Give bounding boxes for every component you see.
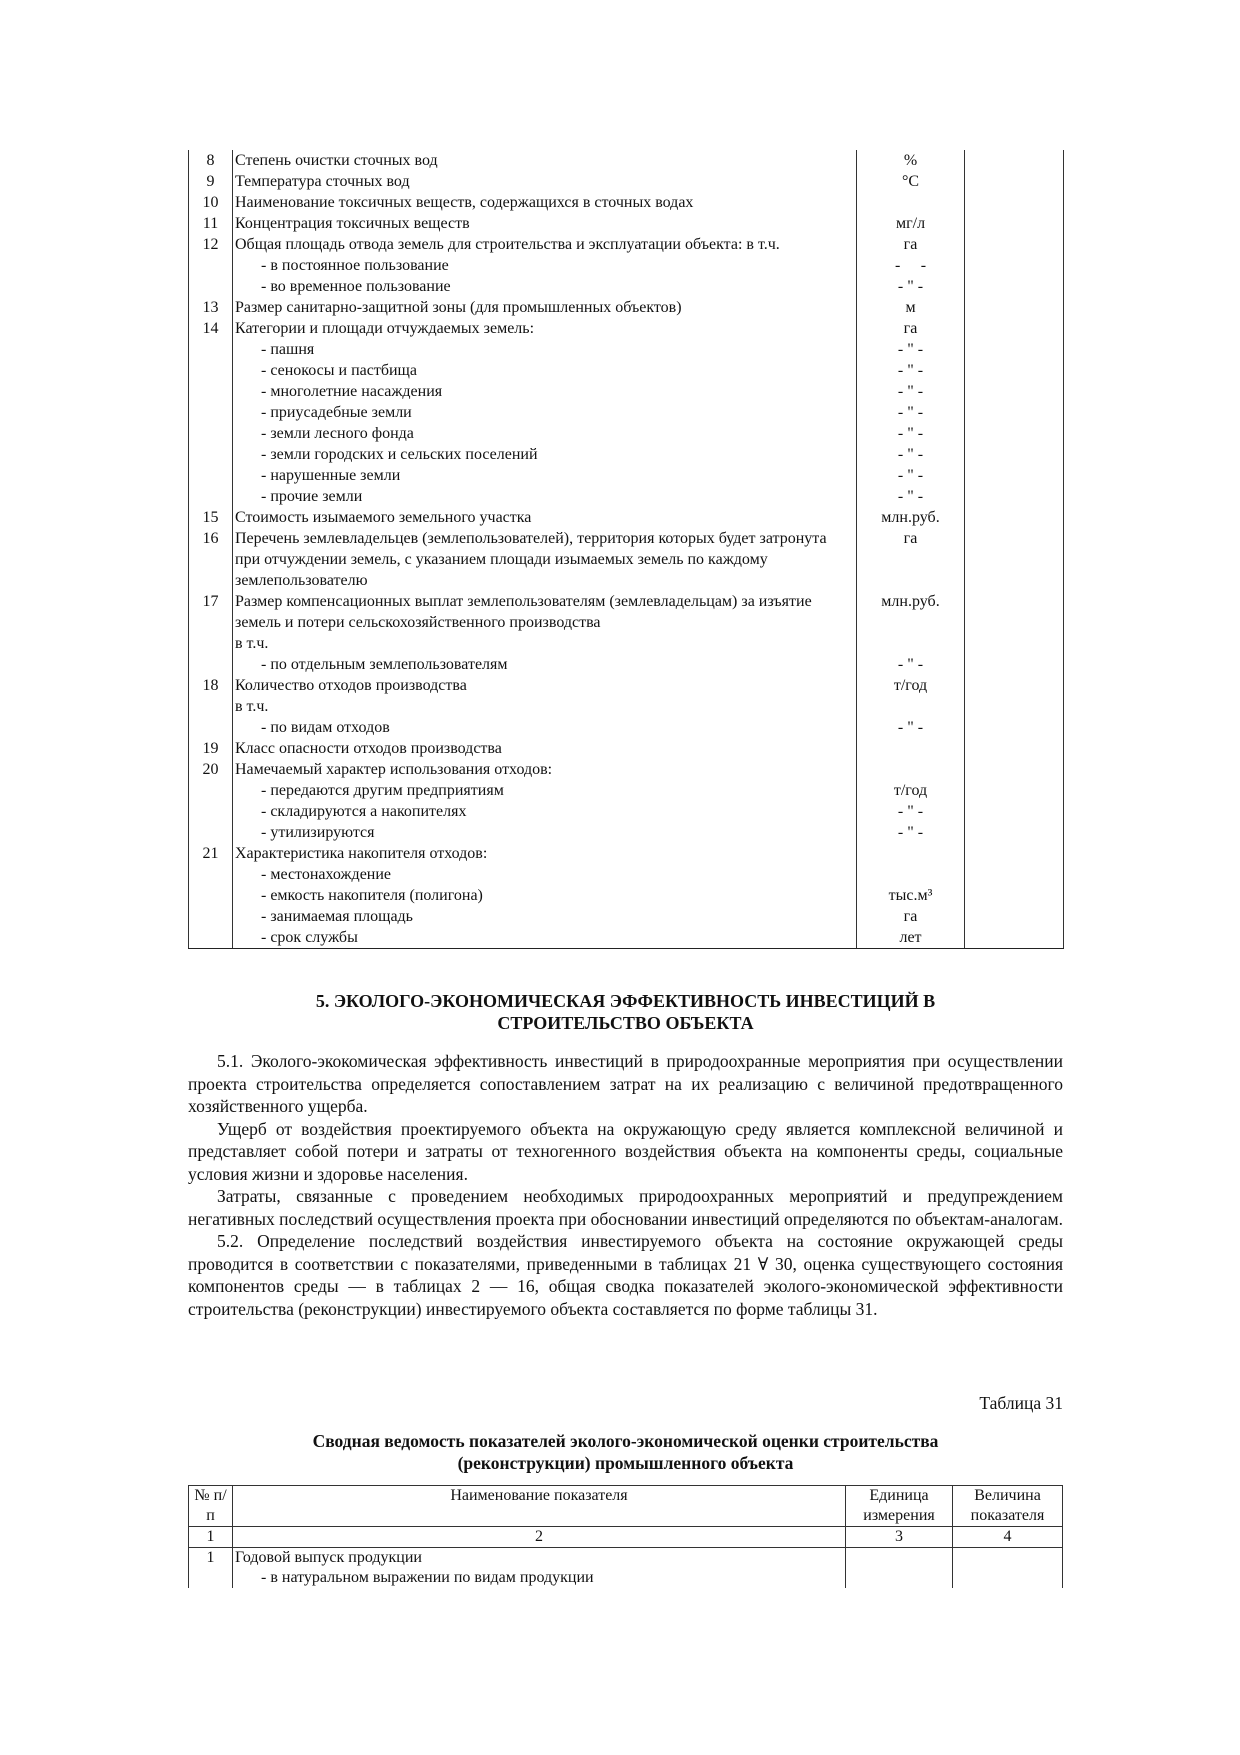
row-number: 16 bbox=[189, 528, 233, 591]
row-unit: - " - bbox=[857, 654, 965, 675]
row-number: 17 bbox=[189, 591, 233, 633]
row-name: - местонахождение bbox=[233, 864, 857, 885]
row-value bbox=[965, 486, 1064, 507]
table-row bbox=[189, 381, 1064, 402]
row-unit: - " - bbox=[857, 381, 965, 402]
paragraph: 5.1. Эколого-экокомическая эффективность инвестиций в природоохранные мероприятия при осуществлении проекта строительства определяется сопоставлением затрат на их реализацию с величиной предотвращенного хозяйственного ущерба. bbox=[188, 1051, 1063, 1116]
row-unit: - " - bbox=[857, 402, 965, 423]
row-unit: -   - bbox=[857, 255, 965, 276]
section-title-line1: 5. ЭКОЛОГО-ЭКОНОМИЧЕСКАЯ ЭФФЕКТИВНОСТЬ ИНВЕСТИЦИЙ В bbox=[315, 991, 936, 1011]
row-name: Степень очистки сточных вод bbox=[233, 150, 857, 171]
row-number bbox=[189, 444, 233, 465]
table-row bbox=[189, 234, 1064, 255]
section-title bbox=[188, 990, 1063, 1034]
row-number: 11 bbox=[189, 213, 233, 234]
row-number bbox=[189, 927, 233, 949]
table-row bbox=[189, 801, 1064, 822]
header-unit: Единица измерения bbox=[846, 1486, 953, 1527]
row-value bbox=[965, 675, 1064, 696]
table-number-label: Таблица 31 bbox=[979, 1393, 1063, 1413]
row-unit: га bbox=[857, 318, 965, 339]
row-unit bbox=[857, 696, 965, 717]
row-name: - по отдельным землепользователям bbox=[233, 654, 857, 675]
row-value bbox=[965, 507, 1064, 528]
row-unit: га bbox=[857, 906, 965, 927]
table-row bbox=[189, 255, 1064, 276]
row-name: - земли городских и сельских поселений bbox=[233, 444, 857, 465]
row-name: Температура сточных вод bbox=[233, 171, 857, 192]
row-number bbox=[189, 717, 233, 738]
table-row bbox=[189, 843, 1064, 864]
table-row bbox=[189, 822, 1064, 843]
row-unit bbox=[857, 864, 965, 885]
row-unit bbox=[857, 633, 965, 654]
row-name: - складируются а накопителях bbox=[233, 801, 857, 822]
table-row bbox=[189, 423, 1064, 444]
index-cell: 2 bbox=[233, 1527, 846, 1548]
row-number: 20 bbox=[189, 759, 233, 780]
row-unit: - " - bbox=[857, 486, 965, 507]
table-row bbox=[189, 339, 1064, 360]
row-number: 9 bbox=[189, 171, 233, 192]
row-value bbox=[965, 465, 1064, 486]
body-text bbox=[188, 1050, 1063, 1320]
row-unit: - " - bbox=[857, 339, 965, 360]
row-number bbox=[189, 381, 233, 402]
table-row bbox=[189, 591, 1064, 633]
table-row bbox=[189, 780, 1064, 801]
row-name: Класс опасности отходов производства bbox=[233, 738, 857, 759]
row-number bbox=[189, 465, 233, 486]
row-number bbox=[189, 822, 233, 843]
row-number bbox=[189, 801, 233, 822]
index-cell: 4 bbox=[953, 1527, 1063, 1548]
row-name: Размер санитарно-защитной зоны (для промышленных объектов) bbox=[233, 297, 857, 318]
summary-index-row bbox=[189, 1527, 1063, 1548]
row-name: - занимаемая площадь bbox=[233, 906, 857, 927]
row-unit bbox=[857, 759, 965, 780]
table-row bbox=[189, 717, 1064, 738]
table-row bbox=[189, 885, 1064, 906]
table-caption-line1: Сводная ведомость показателей эколого-экономической оценки строительства bbox=[312, 1431, 939, 1451]
row-unit: - " - bbox=[857, 465, 965, 486]
table-row bbox=[189, 465, 1064, 486]
row-number: 18 bbox=[189, 675, 233, 696]
table-row bbox=[189, 1568, 1063, 1588]
row-number bbox=[189, 864, 233, 885]
row-number bbox=[189, 633, 233, 654]
indicators-table-continued bbox=[188, 150, 1064, 949]
table-row bbox=[189, 192, 1064, 213]
header-value: Величина показателя bbox=[953, 1486, 1063, 1527]
row-name: Категории и площади отчуждаемых земель: bbox=[233, 318, 857, 339]
row-unit bbox=[846, 1568, 953, 1588]
row-value bbox=[965, 528, 1064, 591]
row-unit: - " - bbox=[857, 444, 965, 465]
row-number: 21 bbox=[189, 843, 233, 864]
row-value bbox=[965, 234, 1064, 255]
row-number bbox=[189, 339, 233, 360]
row-unit: лет bbox=[857, 927, 965, 949]
row-number bbox=[189, 360, 233, 381]
table-row bbox=[189, 213, 1064, 234]
table-row bbox=[189, 486, 1064, 507]
row-number bbox=[189, 423, 233, 444]
row-name: в т.ч. bbox=[233, 633, 857, 654]
table-row bbox=[189, 276, 1064, 297]
table-row bbox=[189, 738, 1064, 759]
header-num: № п/п bbox=[189, 1486, 233, 1527]
row-value bbox=[965, 906, 1064, 927]
row-value bbox=[965, 654, 1064, 675]
table-row bbox=[189, 360, 1064, 381]
row-value bbox=[965, 402, 1064, 423]
row-unit: - " - bbox=[857, 423, 965, 444]
row-value bbox=[965, 423, 1064, 444]
row-value bbox=[965, 927, 1064, 949]
row-name: Общая площадь отвода земель для строительства и эксплуатации объекта: в т.ч. bbox=[233, 234, 857, 255]
row-name: - в натуральном выражении по видам продукции bbox=[233, 1568, 846, 1588]
row-number: 13 bbox=[189, 297, 233, 318]
row-value bbox=[965, 633, 1064, 654]
row-value bbox=[965, 213, 1064, 234]
row-name: - сенокосы и пастбища bbox=[233, 360, 857, 381]
row-value bbox=[965, 780, 1064, 801]
row-value bbox=[965, 339, 1064, 360]
row-number: 15 bbox=[189, 507, 233, 528]
section-title-line2: СТРОИТЕЛЬСТВО ОБЪЕКТА bbox=[497, 1013, 754, 1033]
row-unit: - " - bbox=[857, 276, 965, 297]
row-name: - земли лесного фонда bbox=[233, 423, 857, 444]
row-number bbox=[189, 906, 233, 927]
row-value bbox=[965, 381, 1064, 402]
row-unit: т/год bbox=[857, 675, 965, 696]
row-unit: млн.руб. bbox=[857, 591, 965, 633]
row-name: Намечаемый характер использования отходов: bbox=[233, 759, 857, 780]
row-number bbox=[189, 654, 233, 675]
row-number: 1 bbox=[189, 1548, 233, 1569]
row-value bbox=[965, 444, 1064, 465]
row-unit bbox=[857, 192, 965, 213]
row-value bbox=[965, 255, 1064, 276]
row-value bbox=[965, 276, 1064, 297]
table-row bbox=[189, 1548, 1063, 1569]
row-name: - во временное пользование bbox=[233, 276, 857, 297]
summary-header-row bbox=[189, 1486, 1063, 1527]
table-row bbox=[189, 906, 1064, 927]
row-name: - нарушенные земли bbox=[233, 465, 857, 486]
row-unit: % bbox=[857, 150, 965, 171]
row-number: 14 bbox=[189, 318, 233, 339]
row-name: - срок службы bbox=[233, 927, 857, 949]
row-value bbox=[953, 1548, 1063, 1569]
row-unit: т/год bbox=[857, 780, 965, 801]
row-unit bbox=[857, 843, 965, 864]
row-number bbox=[189, 255, 233, 276]
row-name: - многолетние насаждения bbox=[233, 381, 857, 402]
index-cell: 3 bbox=[846, 1527, 953, 1548]
table-row bbox=[189, 402, 1064, 423]
row-value bbox=[965, 738, 1064, 759]
table-row bbox=[189, 759, 1064, 780]
row-value bbox=[965, 696, 1064, 717]
row-number bbox=[189, 402, 233, 423]
table-row bbox=[189, 864, 1064, 885]
summary-table-body bbox=[189, 1548, 1063, 1589]
table-row bbox=[189, 675, 1064, 696]
row-number: 8 bbox=[189, 150, 233, 171]
table-row bbox=[189, 633, 1064, 654]
row-value bbox=[965, 360, 1064, 381]
row-name: Размер компенсационных выплат землепользователям (землевладельцам) за изъятие земель и потери сельскохозяйственного производства bbox=[233, 591, 857, 633]
row-unit: - " - bbox=[857, 822, 965, 843]
paragraph: 5.2. Определение последствий воздействия инвестируемого объекта на состояние окружающей среды проводится в соответствии с показателями, приведенными в таблицах 21 ∀ 30, оценка существующего состояния компонентов среды — в таблицах 2 — 16, общая сводка показателей эколого-экономической эффективности строительства (реконструкции) инвестируемого объекта составляется по форме таблицы 31. bbox=[188, 1231, 1063, 1319]
row-name: - приусадебные земли bbox=[233, 402, 857, 423]
row-name: - утилизируются bbox=[233, 822, 857, 843]
row-name: Наименование токсичных веществ, содержащихся в сточных водах bbox=[233, 192, 857, 213]
row-name: - в постоянное пользование bbox=[233, 255, 857, 276]
row-unit bbox=[846, 1548, 953, 1569]
row-value bbox=[965, 192, 1064, 213]
row-value bbox=[965, 843, 1064, 864]
table-row bbox=[189, 528, 1064, 591]
header-name: Наименование показателя bbox=[233, 1486, 846, 1527]
row-name: Стоимость изымаемого земельного участка bbox=[233, 507, 857, 528]
row-name: Характеристика накопителя отходов: bbox=[233, 843, 857, 864]
row-unit: га bbox=[857, 528, 965, 591]
table-row bbox=[189, 297, 1064, 318]
row-value bbox=[965, 171, 1064, 192]
row-unit bbox=[857, 738, 965, 759]
row-value bbox=[965, 318, 1064, 339]
row-value bbox=[965, 717, 1064, 738]
table-row bbox=[189, 318, 1064, 339]
row-value bbox=[965, 822, 1064, 843]
row-unit: га bbox=[857, 234, 965, 255]
row-number bbox=[189, 276, 233, 297]
row-number: 12 bbox=[189, 234, 233, 255]
table-row bbox=[189, 654, 1064, 675]
row-number bbox=[189, 885, 233, 906]
index-cell: 1 bbox=[189, 1527, 233, 1548]
row-number bbox=[189, 780, 233, 801]
row-unit: - " - bbox=[857, 801, 965, 822]
row-name: Годовой выпуск продукции bbox=[233, 1548, 846, 1569]
row-value bbox=[953, 1568, 1063, 1588]
row-number bbox=[189, 696, 233, 717]
row-name: - по видам отходов bbox=[233, 717, 857, 738]
row-number: 19 bbox=[189, 738, 233, 759]
row-name: - передаются другим предприятиям bbox=[233, 780, 857, 801]
table-row bbox=[189, 444, 1064, 465]
row-unit: - " - bbox=[857, 360, 965, 381]
row-name: - пашня bbox=[233, 339, 857, 360]
table-row bbox=[189, 150, 1064, 171]
indicators-table-body bbox=[189, 150, 1064, 949]
row-name: в т.ч. bbox=[233, 696, 857, 717]
row-number: 10 bbox=[189, 192, 233, 213]
row-value bbox=[965, 801, 1064, 822]
row-value bbox=[965, 297, 1064, 318]
table-row bbox=[189, 927, 1064, 949]
row-value bbox=[965, 591, 1064, 633]
row-value bbox=[965, 864, 1064, 885]
row-value bbox=[965, 759, 1064, 780]
row-name: - емкость накопителя (полигона) bbox=[233, 885, 857, 906]
row-name: Перечень землевладельцев (землепользователей), территория которых будет затронута при отчуждении земель, с указанием площади изымаемых земель по каждому землепользователю bbox=[233, 528, 857, 591]
table-row bbox=[189, 507, 1064, 528]
table-caption bbox=[188, 1430, 1063, 1474]
table-caption-line2: (реконструкции) промышленного объекта bbox=[457, 1453, 794, 1473]
summary-table bbox=[188, 1485, 1063, 1588]
row-number bbox=[189, 486, 233, 507]
row-unit: °С bbox=[857, 171, 965, 192]
row-unit: м bbox=[857, 297, 965, 318]
row-name: Количество отходов производства bbox=[233, 675, 857, 696]
paragraph: Ущерб от воздействия проектируемого объекта на окружающую среду является комплексной величиной и представляет собой потери и затраты от техногенного воздействия объекта на компоненты среды, социальные условия жизни и здоровье населения. bbox=[188, 1118, 1063, 1184]
table-row bbox=[189, 696, 1064, 717]
row-name: Концентрация токсичных веществ bbox=[233, 213, 857, 234]
row-value bbox=[965, 885, 1064, 906]
table-row bbox=[189, 171, 1064, 192]
row-unit: - " - bbox=[857, 717, 965, 738]
row-unit: млн.руб. bbox=[857, 507, 965, 528]
row-value bbox=[965, 150, 1064, 171]
row-name: - прочие земли bbox=[233, 486, 857, 507]
row-unit: тыс.м³ bbox=[857, 885, 965, 906]
row-unit: мг/л bbox=[857, 213, 965, 234]
paragraph: Затраты, связанные с проведением необходимых природоохранных мероприятий и предупреждением негативных последствий осуществления проекта при обосновании инвестиций определяются по объектам-аналогам. bbox=[188, 1186, 1063, 1229]
row-number bbox=[189, 1568, 233, 1588]
